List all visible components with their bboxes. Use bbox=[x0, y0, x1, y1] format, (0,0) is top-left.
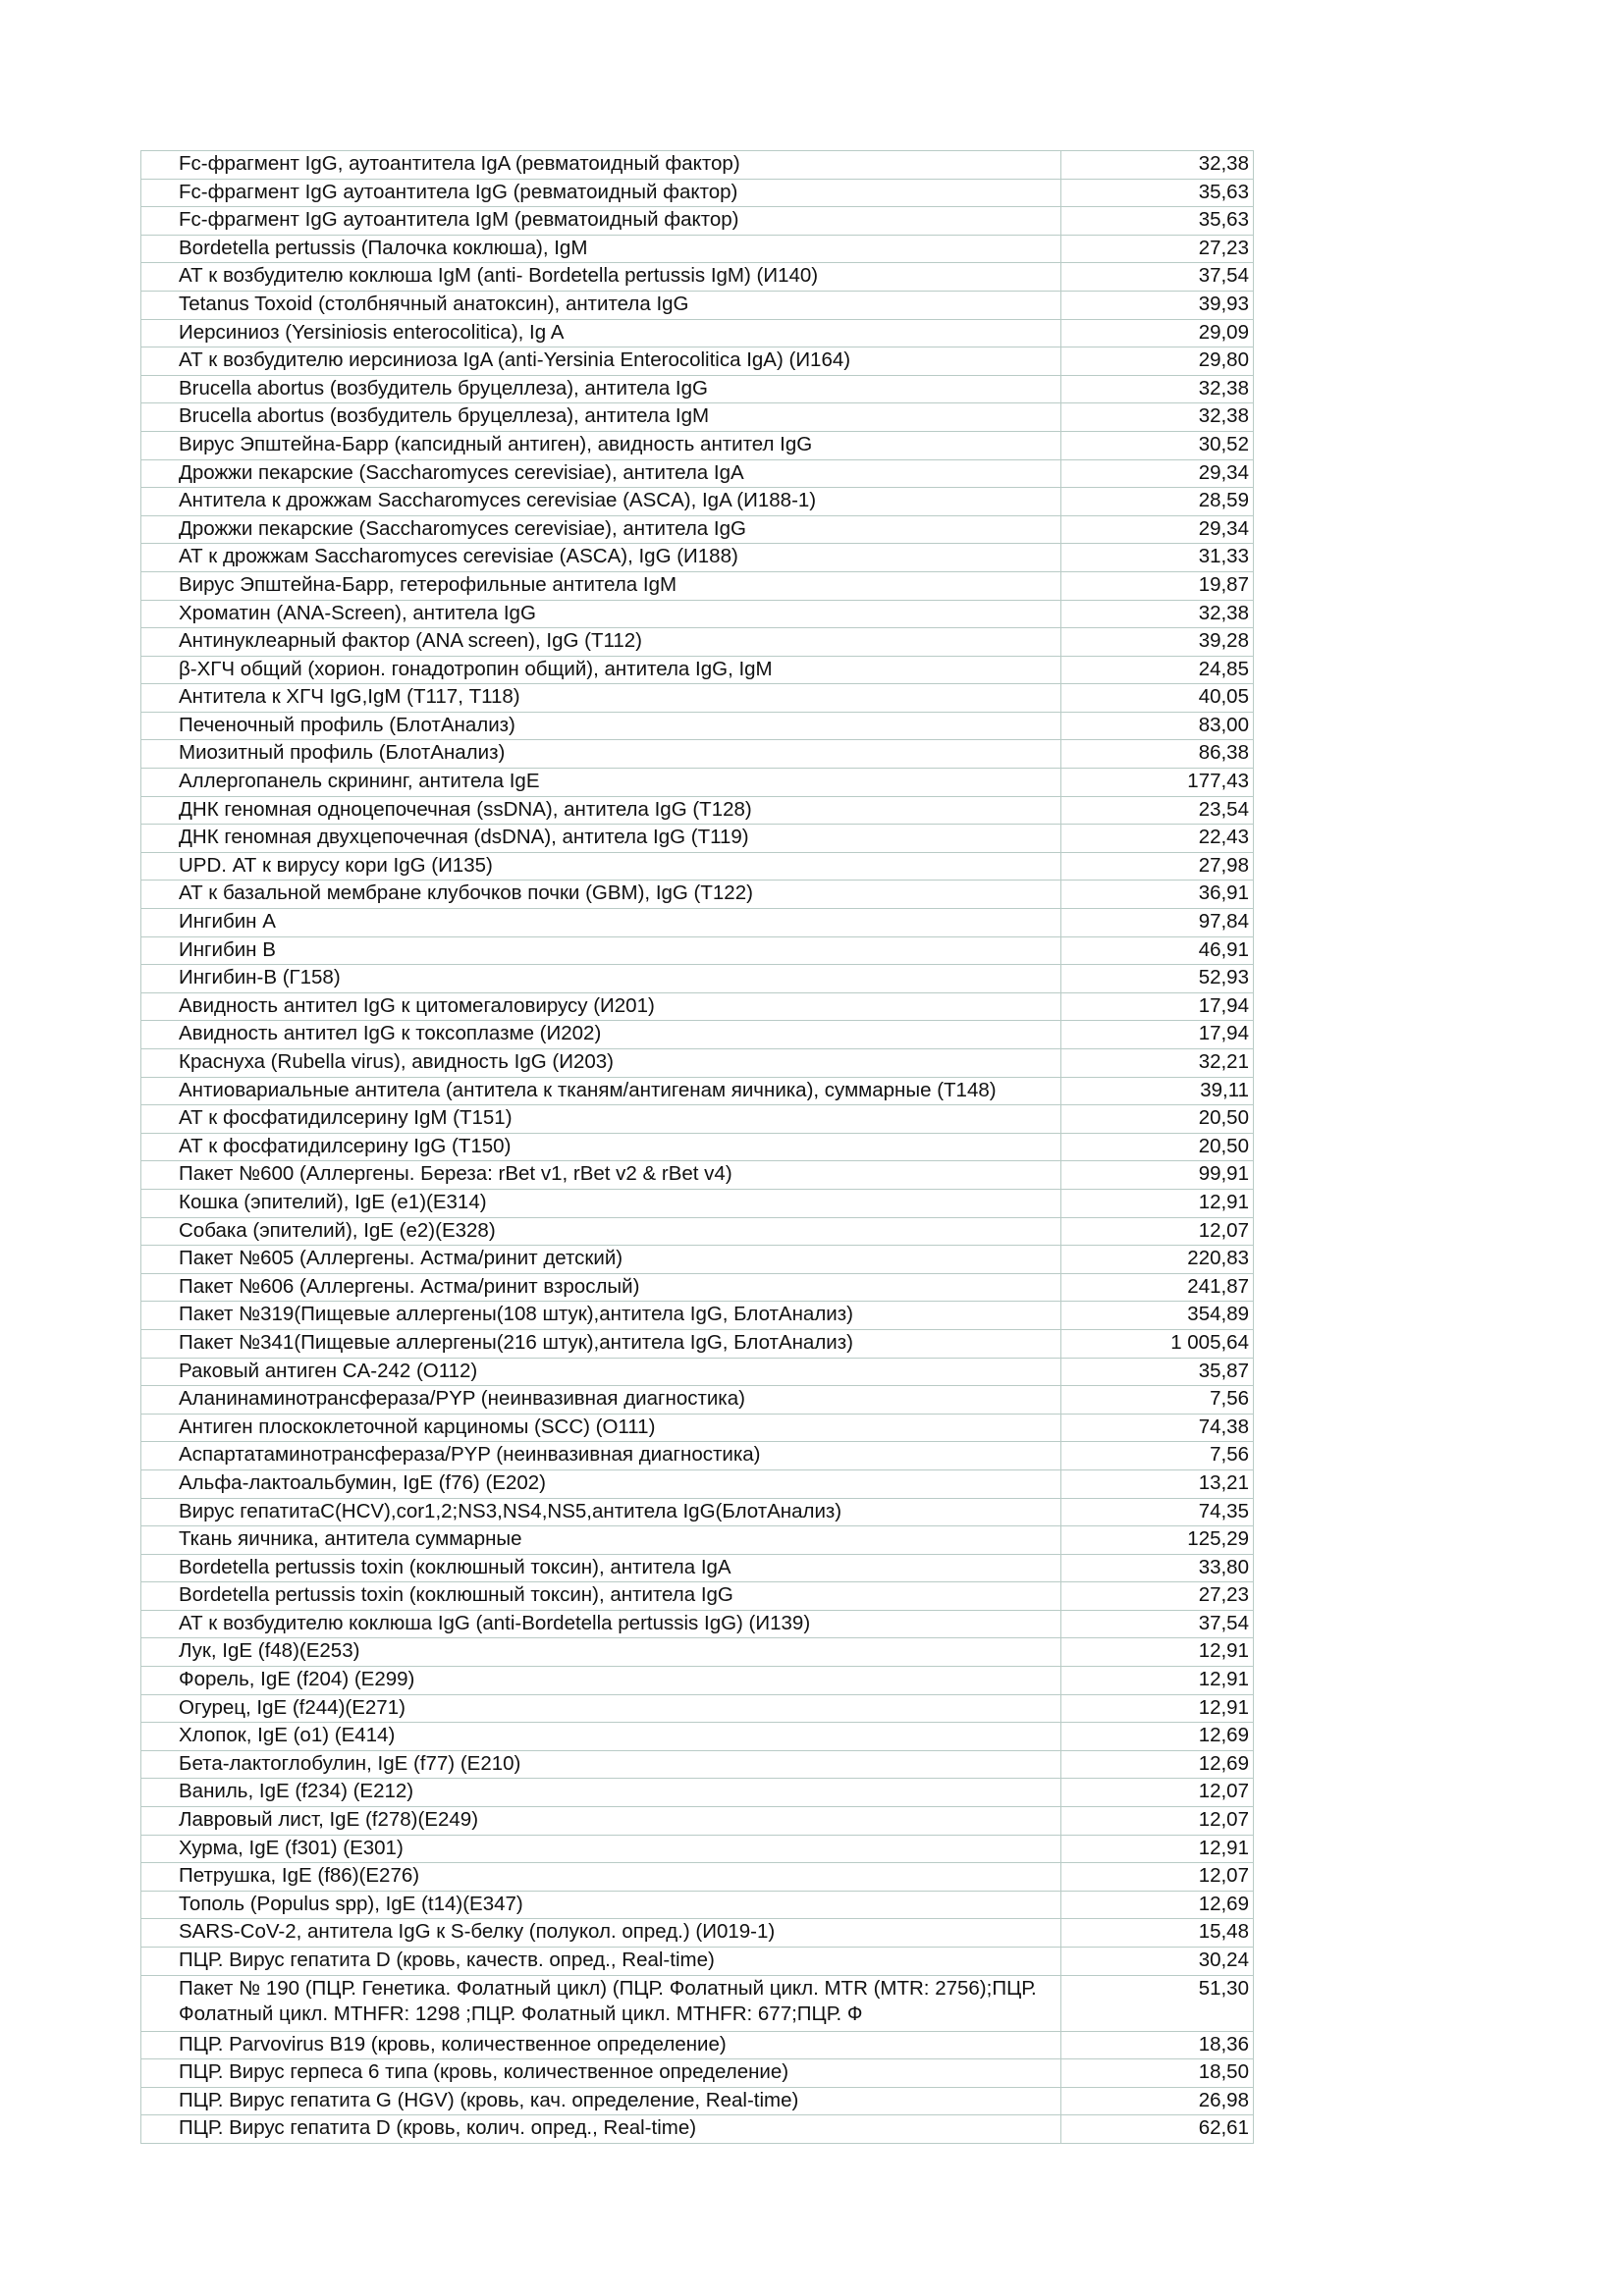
price-cell: 32,38 bbox=[1061, 375, 1254, 403]
table-row bbox=[141, 1049, 1254, 1078]
table-row bbox=[141, 936, 1254, 965]
service-name-cell: Раковый антиген CA-242 (О112) bbox=[141, 1358, 1061, 1386]
table-row bbox=[141, 571, 1254, 600]
price-cell: 17,94 bbox=[1061, 1021, 1254, 1049]
service-name-cell: Бета-лактоглобулин, IgE (f77) (E210) bbox=[141, 1750, 1061, 1779]
table-row bbox=[141, 628, 1254, 657]
table-row bbox=[141, 1526, 1254, 1555]
service-name-cell: Петрушка, IgE (f86)(E276) bbox=[141, 1863, 1061, 1892]
price-cell: 32,38 bbox=[1061, 600, 1254, 628]
table-row bbox=[141, 291, 1254, 319]
price-cell: 19,87 bbox=[1061, 571, 1254, 600]
table-row bbox=[141, 151, 1254, 180]
service-name-cell: ПЦР. Вирус гепатита D (кровь, колич. опред., Real-time) bbox=[141, 2115, 1061, 2144]
table-row bbox=[141, 1723, 1254, 1751]
service-name-cell: Пакет № 190 (ПЦР. Генетика. Фолатный цикл) (ПЦР. Фолатный цикл. MTR (MTR: 2756);ПЦР. Фолатный цикл. MTHFR: 1298 ;ПЦР. Фолатный цикл. MTHFR: 677;ПЦР. Ф bbox=[141, 1975, 1061, 2031]
price-cell: 74,35 bbox=[1061, 1498, 1254, 1526]
service-name-cell: Антитела к ХГЧ IgG,IgM (Т117, Т118) bbox=[141, 684, 1061, 713]
table-row bbox=[141, 1498, 1254, 1526]
price-cell: 12,69 bbox=[1061, 1750, 1254, 1779]
service-name-cell: Печеночный профиль (БлотАнализ) bbox=[141, 712, 1061, 740]
table-row bbox=[141, 2115, 1254, 2144]
service-name-cell: SARS-CoV-2, антитела IgG к S-белку (полукол. опред.) (И019-1) bbox=[141, 1919, 1061, 1948]
table-row bbox=[141, 1891, 1254, 1919]
service-name-cell: UPD. АТ к вирусу кори IgG (И135) bbox=[141, 852, 1061, 881]
service-name-cell: Огурец, IgE (f244)(E271) bbox=[141, 1694, 1061, 1723]
service-name-cell: Антинуклеарный фактор (ANA screen), IgG (Т112) bbox=[141, 628, 1061, 657]
table-row bbox=[141, 1694, 1254, 1723]
table-row bbox=[141, 1358, 1254, 1386]
table-row bbox=[141, 207, 1254, 236]
price-cell: 12,69 bbox=[1061, 1891, 1254, 1919]
service-name-cell: Хроматин (ANA-Screen), антитела IgG bbox=[141, 600, 1061, 628]
table-row bbox=[141, 319, 1254, 347]
table-row bbox=[141, 1329, 1254, 1358]
table-row bbox=[141, 488, 1254, 516]
table-row bbox=[141, 2059, 1254, 2088]
price-cell: 27,23 bbox=[1061, 235, 1254, 263]
service-name-cell: АТ к базальной мембране клубочков почки (GBM), IgG (Т122) bbox=[141, 881, 1061, 909]
service-name-cell: Аланинаминотрансфераза/PYP (неинвазивная диагностика) bbox=[141, 1386, 1061, 1415]
price-cell: 24,85 bbox=[1061, 656, 1254, 684]
price-cell: 13,21 bbox=[1061, 1469, 1254, 1498]
price-list-body bbox=[141, 151, 1254, 2144]
price-cell: 12,07 bbox=[1061, 1779, 1254, 1807]
price-cell: 12,91 bbox=[1061, 1835, 1254, 1863]
price-cell: 27,23 bbox=[1061, 1582, 1254, 1611]
price-cell: 354,89 bbox=[1061, 1302, 1254, 1330]
table-row bbox=[141, 1021, 1254, 1049]
price-cell: 30,52 bbox=[1061, 431, 1254, 459]
service-name-cell: Bordetella pertussis toxin (коклюшный токсин), антитела IgA bbox=[141, 1554, 1061, 1582]
table-row bbox=[141, 992, 1254, 1021]
table-row bbox=[141, 1217, 1254, 1246]
table-row bbox=[141, 1302, 1254, 1330]
table-row bbox=[141, 179, 1254, 207]
service-name-cell: Антиовариальные антитела (антитела к тканям/антигенам яичника), суммарные (Т148) bbox=[141, 1077, 1061, 1105]
table-row bbox=[141, 235, 1254, 263]
price-cell: 29,34 bbox=[1061, 515, 1254, 544]
table-row bbox=[141, 656, 1254, 684]
price-cell: 74,38 bbox=[1061, 1414, 1254, 1442]
price-cell: 39,11 bbox=[1061, 1077, 1254, 1105]
price-cell: 37,54 bbox=[1061, 263, 1254, 292]
table-row bbox=[141, 909, 1254, 937]
price-cell: 20,50 bbox=[1061, 1105, 1254, 1134]
table-row bbox=[141, 740, 1254, 769]
table-row bbox=[141, 2087, 1254, 2115]
table-row bbox=[141, 965, 1254, 993]
service-name-cell: ПЦР. Вирус герпеса 6 типа (кровь, количественное определение) bbox=[141, 2059, 1061, 2088]
service-name-cell: Fc-фрагмент IgG, аутоантитела IgA (ревматоидный фактор) bbox=[141, 151, 1061, 180]
service-name-cell: Авидность антител IgG к цитомегаловирусу (И201) bbox=[141, 992, 1061, 1021]
service-name-cell: Вирус гепатитаC(HCV),cor1,2;NS3,NS4,NS5,антитела IgG(БлотАнализ) bbox=[141, 1498, 1061, 1526]
table-row bbox=[141, 2031, 1254, 2059]
service-name-cell: Ваниль, IgE (f234) (E212) bbox=[141, 1779, 1061, 1807]
price-cell: 12,07 bbox=[1061, 1217, 1254, 1246]
table-row bbox=[141, 1807, 1254, 1836]
service-name-cell: Пакет №605 (Аллергены. Астма/ринит детский) bbox=[141, 1246, 1061, 1274]
service-name-cell: Пакет №341(Пищевые аллергены(216 штук),антитела IgG, БлотАнализ) bbox=[141, 1329, 1061, 1358]
price-cell: 35,63 bbox=[1061, 207, 1254, 236]
price-cell: 20,50 bbox=[1061, 1133, 1254, 1161]
service-name-cell: Краснуха (Rubella virus), авидность IgG (И203) bbox=[141, 1049, 1061, 1078]
service-name-cell: Лук, IgE (f48)(E253) bbox=[141, 1638, 1061, 1667]
service-name-cell: Аллергопанель скрининг, антитела IgE bbox=[141, 769, 1061, 797]
table-row bbox=[141, 1273, 1254, 1302]
table-row bbox=[141, 1835, 1254, 1863]
price-cell: 32,38 bbox=[1061, 403, 1254, 432]
price-cell: 86,38 bbox=[1061, 740, 1254, 769]
table-row bbox=[141, 1469, 1254, 1498]
service-name-cell: Ингибин В bbox=[141, 936, 1061, 965]
price-cell: 62,61 bbox=[1061, 2115, 1254, 2144]
service-name-cell: Fc-фрагмент IgG аутоантитела IgG (ревматоидный фактор) bbox=[141, 179, 1061, 207]
table-row bbox=[141, 796, 1254, 825]
price-cell: 12,07 bbox=[1061, 1807, 1254, 1836]
service-name-cell: АТ к дрожжам Saccharomyces cerevisiae (ASCA), IgG (И188) bbox=[141, 544, 1061, 572]
price-cell: 177,43 bbox=[1061, 769, 1254, 797]
price-cell: 220,83 bbox=[1061, 1246, 1254, 1274]
service-name-cell: Антиген плоскоклеточной карциномы (SCC) (О111) bbox=[141, 1414, 1061, 1442]
price-cell: 83,00 bbox=[1061, 712, 1254, 740]
price-cell: 7,56 bbox=[1061, 1442, 1254, 1470]
service-name-cell: Пакет №606 (Аллергены. Астма/ринит взрослый) bbox=[141, 1273, 1061, 1302]
service-name-cell: Пакет №600 (Аллергены. Береза: rBet v1, rBet v2 & rBet v4) bbox=[141, 1161, 1061, 1190]
price-cell: 12,07 bbox=[1061, 1863, 1254, 1892]
price-cell: 18,36 bbox=[1061, 2031, 1254, 2059]
price-cell: 23,54 bbox=[1061, 796, 1254, 825]
table-row bbox=[141, 1610, 1254, 1638]
table-row bbox=[141, 1414, 1254, 1442]
service-name-cell: ДНК геномная одноцепочечная (ssDNA), антитела IgG (Т128) bbox=[141, 796, 1061, 825]
price-cell: 35,87 bbox=[1061, 1358, 1254, 1386]
table-row bbox=[141, 684, 1254, 713]
table-row bbox=[141, 403, 1254, 432]
price-cell: 29,80 bbox=[1061, 347, 1254, 376]
table-row bbox=[141, 1386, 1254, 1415]
service-name-cell: Авидность антител IgG к токсоплазме (И202) bbox=[141, 1021, 1061, 1049]
price-cell: 15,48 bbox=[1061, 1919, 1254, 1948]
price-cell: 36,91 bbox=[1061, 881, 1254, 909]
service-name-cell: АТ к возбудителю коклюша IgG (anti-Bordetella pertussis IgG) (И139) bbox=[141, 1610, 1061, 1638]
price-cell: 7,56 bbox=[1061, 1386, 1254, 1415]
service-name-cell: АТ к возбудителю иерсиниоза IgA (anti-Yersinia Enterocolitica IgA) (И164) bbox=[141, 347, 1061, 376]
service-name-cell: Иерсиниоз (Yersiniosis enterocolitica), Ig A bbox=[141, 319, 1061, 347]
service-name-cell: β-ХГЧ общий (хорион. гонадотропин общий), антитела IgG, IgM bbox=[141, 656, 1061, 684]
price-cell: 52,93 bbox=[1061, 965, 1254, 993]
price-cell: 12,91 bbox=[1061, 1638, 1254, 1667]
price-cell: 33,80 bbox=[1061, 1554, 1254, 1582]
price-cell: 32,21 bbox=[1061, 1049, 1254, 1078]
service-name-cell: Аспартатаминотрансфераза/PYP (неинвазивная диагностика) bbox=[141, 1442, 1061, 1470]
service-name-cell: Альфа-лактоальбумин, IgE (f76) (E202) bbox=[141, 1469, 1061, 1498]
price-cell: 99,91 bbox=[1061, 1161, 1254, 1190]
table-row bbox=[141, 600, 1254, 628]
service-name-cell: Лавровый лист, IgE (f278)(E249) bbox=[141, 1807, 1061, 1836]
price-cell: 39,28 bbox=[1061, 628, 1254, 657]
table-row bbox=[141, 1667, 1254, 1695]
service-name-cell: Bordetella pertussis toxin (коклюшный токсин), антитела IgG bbox=[141, 1582, 1061, 1611]
table-row bbox=[141, 459, 1254, 488]
table-row bbox=[141, 1161, 1254, 1190]
price-cell: 29,09 bbox=[1061, 319, 1254, 347]
service-name-cell: Ткань яичника, антитела суммарные bbox=[141, 1526, 1061, 1555]
service-name-cell: Антитела к дрожжам Saccharomyces cerevisiae (ASCA), IgA (И188-1) bbox=[141, 488, 1061, 516]
price-cell: 97,84 bbox=[1061, 909, 1254, 937]
table-row bbox=[141, 1863, 1254, 1892]
table-row bbox=[141, 769, 1254, 797]
table-row bbox=[141, 881, 1254, 909]
table-row bbox=[141, 347, 1254, 376]
service-name-cell: Дрожжи пекарские (Saccharomyces cerevisiae), антитела IgA bbox=[141, 459, 1061, 488]
table-row bbox=[141, 1105, 1254, 1134]
price-cell: 1 005,64 bbox=[1061, 1329, 1254, 1358]
service-name-cell: Собака (эпителий), IgE (e2)(E328) bbox=[141, 1217, 1061, 1246]
table-row bbox=[141, 431, 1254, 459]
table-row bbox=[141, 1133, 1254, 1161]
service-name-cell: Bordetella pertussis (Палочка коклюша), IgM bbox=[141, 235, 1061, 263]
price-cell: 30,24 bbox=[1061, 1948, 1254, 1976]
service-name-cell: Ингибин А bbox=[141, 909, 1061, 937]
service-name-cell: ПЦР. Вирус гепатита D (кровь, качеств. опред., Real-time) bbox=[141, 1948, 1061, 1976]
price-list-table bbox=[140, 150, 1254, 2144]
service-name-cell: ПЦР. Parvovirus B19 (кровь, количественное определение) bbox=[141, 2031, 1061, 2059]
price-cell: 26,98 bbox=[1061, 2087, 1254, 2115]
service-name-cell: Кошка (эпителий), IgE (e1)(E314) bbox=[141, 1189, 1061, 1217]
price-cell: 241,87 bbox=[1061, 1273, 1254, 1302]
service-name-cell: Tetanus Toxoid (столбнячный анатоксин), антитела IgG bbox=[141, 291, 1061, 319]
service-name-cell: АТ к фосфатидилсерину IgM (Т151) bbox=[141, 1105, 1061, 1134]
service-name-cell: Fc-фрагмент IgG аутоантитела IgM (ревматоидный фактор) bbox=[141, 207, 1061, 236]
table-row bbox=[141, 1779, 1254, 1807]
service-name-cell: Миозитный профиль (БлотАнализ) bbox=[141, 740, 1061, 769]
table-row bbox=[141, 1246, 1254, 1274]
table-row bbox=[141, 1750, 1254, 1779]
table-row bbox=[141, 1189, 1254, 1217]
table-row bbox=[141, 1919, 1254, 1948]
table-row bbox=[141, 1975, 1254, 2031]
service-name-cell: АТ к возбудителю коклюша IgM (anti- Bordetella pertussis IgM) (И140) bbox=[141, 263, 1061, 292]
price-cell: 29,34 bbox=[1061, 459, 1254, 488]
table-row bbox=[141, 1077, 1254, 1105]
price-cell: 35,63 bbox=[1061, 179, 1254, 207]
price-cell: 39,93 bbox=[1061, 291, 1254, 319]
service-name-cell: Пакет №319(Пищевые аллергены(108 штук),антитела IgG, БлотАнализ) bbox=[141, 1302, 1061, 1330]
price-cell: 17,94 bbox=[1061, 992, 1254, 1021]
price-cell: 37,54 bbox=[1061, 1610, 1254, 1638]
price-cell: 31,33 bbox=[1061, 544, 1254, 572]
price-cell: 28,59 bbox=[1061, 488, 1254, 516]
price-cell: 12,69 bbox=[1061, 1723, 1254, 1751]
table-row bbox=[141, 852, 1254, 881]
table-row bbox=[141, 712, 1254, 740]
price-cell: 18,50 bbox=[1061, 2059, 1254, 2088]
service-name-cell: АТ к фосфатидилсерину IgG (Т150) bbox=[141, 1133, 1061, 1161]
price-cell: 12,91 bbox=[1061, 1189, 1254, 1217]
price-cell: 12,91 bbox=[1061, 1694, 1254, 1723]
price-cell: 22,43 bbox=[1061, 825, 1254, 853]
service-name-cell: Тополь (Populus spp), IgE (t14)(E347) bbox=[141, 1891, 1061, 1919]
price-cell: 32,38 bbox=[1061, 151, 1254, 180]
table-row bbox=[141, 1638, 1254, 1667]
price-cell: 125,29 bbox=[1061, 1526, 1254, 1555]
table-row bbox=[141, 1442, 1254, 1470]
table-row bbox=[141, 825, 1254, 853]
table-row bbox=[141, 515, 1254, 544]
service-name-cell: Brucella abortus (возбудитель бруцеллеза), антитела IgG bbox=[141, 375, 1061, 403]
service-name-cell: Хлопок, IgE (o1) (E414) bbox=[141, 1723, 1061, 1751]
price-cell: 12,91 bbox=[1061, 1667, 1254, 1695]
table-row bbox=[141, 263, 1254, 292]
table-row bbox=[141, 375, 1254, 403]
service-name-cell: Вирус Эпштейна-Барр (капсидный антиген), авидность антител IgG bbox=[141, 431, 1061, 459]
table-row bbox=[141, 1582, 1254, 1611]
price-cell: 51,30 bbox=[1061, 1975, 1254, 2031]
service-name-cell: Вирус Эпштейна-Барр, гетерофильные антитела IgM bbox=[141, 571, 1061, 600]
service-name-cell: ПЦР. Вирус гепатита G (HGV) (кровь, кач. определение, Real-time) bbox=[141, 2087, 1061, 2115]
service-name-cell: Дрожжи пекарские (Saccharomyces cerevisiae), антитела IgG bbox=[141, 515, 1061, 544]
table-row bbox=[141, 1948, 1254, 1976]
service-name-cell: Хурма, IgE (f301) (E301) bbox=[141, 1835, 1061, 1863]
price-cell: 40,05 bbox=[1061, 684, 1254, 713]
service-name-cell: Ингибин-В (Г158) bbox=[141, 965, 1061, 993]
service-name-cell: Brucella abortus (возбудитель бруцеллеза), антитела IgM bbox=[141, 403, 1061, 432]
table-row bbox=[141, 1554, 1254, 1582]
price-cell: 27,98 bbox=[1061, 852, 1254, 881]
service-name-cell: Форель, IgE (f204) (E299) bbox=[141, 1667, 1061, 1695]
price-cell: 46,91 bbox=[1061, 936, 1254, 965]
service-name-cell: ДНК геномная двухцепочечная (dsDNA), антитела IgG (Т119) bbox=[141, 825, 1061, 853]
table-row bbox=[141, 544, 1254, 572]
